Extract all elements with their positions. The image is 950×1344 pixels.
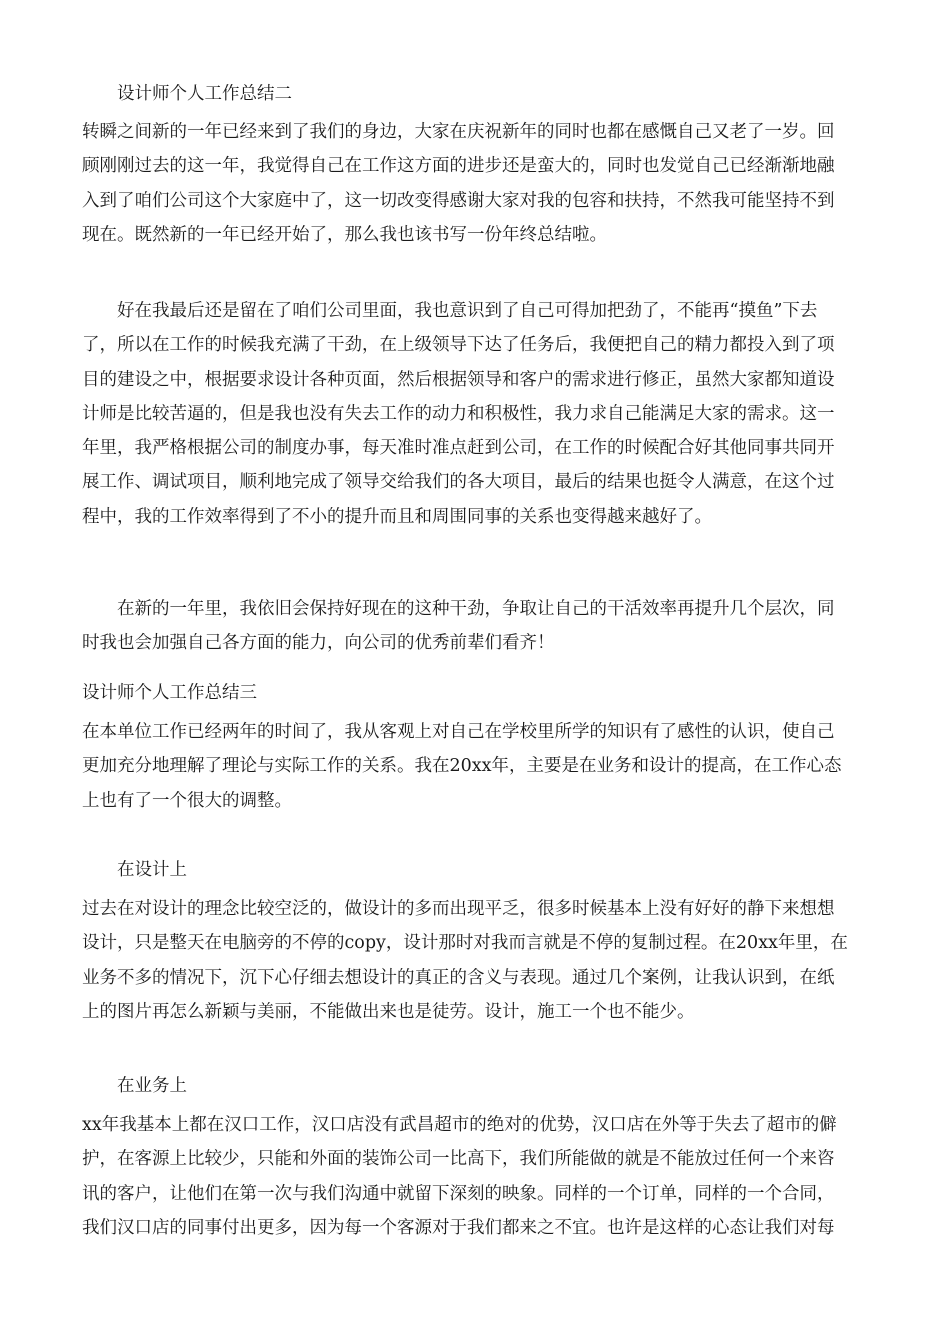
heading-summary-two: 设计师个人工作总结二 bbox=[117, 84, 292, 104]
paragraph-design bbox=[82, 892, 872, 1029]
text-line: 过去在对设计的理念比较空泛的，做设计的多而出现平乏，很多时候基本上没有好好的静下来想想 bbox=[82, 899, 835, 919]
text-line: 了，所以在工作的时候我充满了干劲，在上级领导下达了任务后，我便把自己的精力都投入到了项 bbox=[82, 335, 835, 356]
heading-summary-three: 设计师个人工作总结三 bbox=[82, 683, 257, 703]
paragraph-intro bbox=[82, 115, 872, 252]
text-line: 业务不多的情况下，沉下心仔细去想设计的真正的含义与表现。通过几个案例，让我认识到，在纸 bbox=[82, 967, 835, 988]
text-line: 顾刚刚过去的这一年，我觉得自己在工作这方面的进步还是蛮大的，同时也发觉自己已经渐渐地融 bbox=[82, 156, 835, 177]
text-line: 讯的客户，让他们在第一次与我们沟通中就留下深刻的映象。同样的一个订单，同样的一个合同， bbox=[82, 1183, 835, 1204]
text-line: 时我也会加强自己各方面的能力，向公司的优秀前辈们看齐！ bbox=[82, 633, 555, 654]
text-line: 上的图片再怎么新颖与美丽，不能做出来也是徒劳。设计，施工一个也不能少。 bbox=[82, 1001, 695, 1022]
subheading-business: 在业务上 bbox=[117, 1076, 187, 1096]
text-line: 在本单位工作已经两年的时间了，我从客观上对自己在学校里所学的知识有了感性的认识，使自己 bbox=[82, 722, 835, 742]
text-line: 护，在客源上比较少，只能和外面的装饰公司一比高下，我们所能做的就是不能放过任何一个来咨 bbox=[82, 1149, 835, 1170]
text-line: 设计，只是整天在电脑旁的不停的copy，设计那时对我而言就是不停的复制过程。在20xx年里，在 bbox=[82, 933, 848, 954]
text-line: 转瞬之间新的一年已经来到了我们的身边，大家在庆祝新年的同时也都在感慨自己又老了一岁。回 bbox=[82, 122, 835, 142]
paragraph-two-years bbox=[82, 715, 872, 818]
text-line: 入到了咱们公司这个大家庭中了，这一切改变得感谢大家对我的包容和扶持，不然我可能坚持不到 bbox=[82, 190, 835, 211]
text-line: 目的建设之中，根据要求设计各种页面，然后根据领导和客户的需求进行修正，虽然大家都知道设 bbox=[82, 369, 835, 390]
text-line: 上也有了一个很大的调整。 bbox=[82, 790, 292, 811]
text-line: 我们汉口店的同事付出更多，因为每一个客源对于我们都来之不宜。也许是这样的心态让我们对每 bbox=[82, 1217, 835, 1238]
paragraph-business bbox=[82, 1108, 872, 1245]
subheading-design: 在设计上 bbox=[117, 860, 187, 880]
text-line: 更加充分地理解了理论与实际工作的关系。我在20xx年，主要是在业务和设计的提高，在工作心态 bbox=[82, 756, 842, 777]
paragraph-work-effort bbox=[82, 294, 872, 534]
text-line: 在新的一年里，我依旧会保持好现在的这种干劲，争取让自己的干活效率再提升几个层次，同 bbox=[117, 599, 835, 619]
text-line: 计师是比较苦逼的，但是我也没有失去工作的动力和积极性，我力求自己能满足大家的需求。这一 bbox=[82, 403, 835, 424]
text-line: 展工作、调试项目，顺利地完成了领导交给我们的各大项目，最后的结果也挺令人满意，在这个过 bbox=[82, 472, 835, 493]
text-line: 程中，我的工作效率得到了不小的提升而且和周围同事的关系也变得越来越好了。 bbox=[82, 506, 712, 527]
text-line: 年里，我严格根据公司的制度办事，每天准时准点赶到公司，在工作的时候配合好其他同事共同开 bbox=[82, 438, 835, 459]
text-line: 现在。既然新的一年已经开始了，那么我也该书写一份年终总结啦。 bbox=[82, 224, 607, 245]
text-line: 好在我最后还是留在了咱们公司里面，我也意识到了自己可得加把劲了，不能再“摸鱼”下去 bbox=[117, 301, 818, 321]
paragraph-new-year-plan bbox=[82, 592, 872, 661]
text-line: xx年我基本上都在汉口工作，汉口店没有武昌超市的绝对的优势，汉口店在外等于失去了超市的僻 bbox=[82, 1115, 837, 1135]
